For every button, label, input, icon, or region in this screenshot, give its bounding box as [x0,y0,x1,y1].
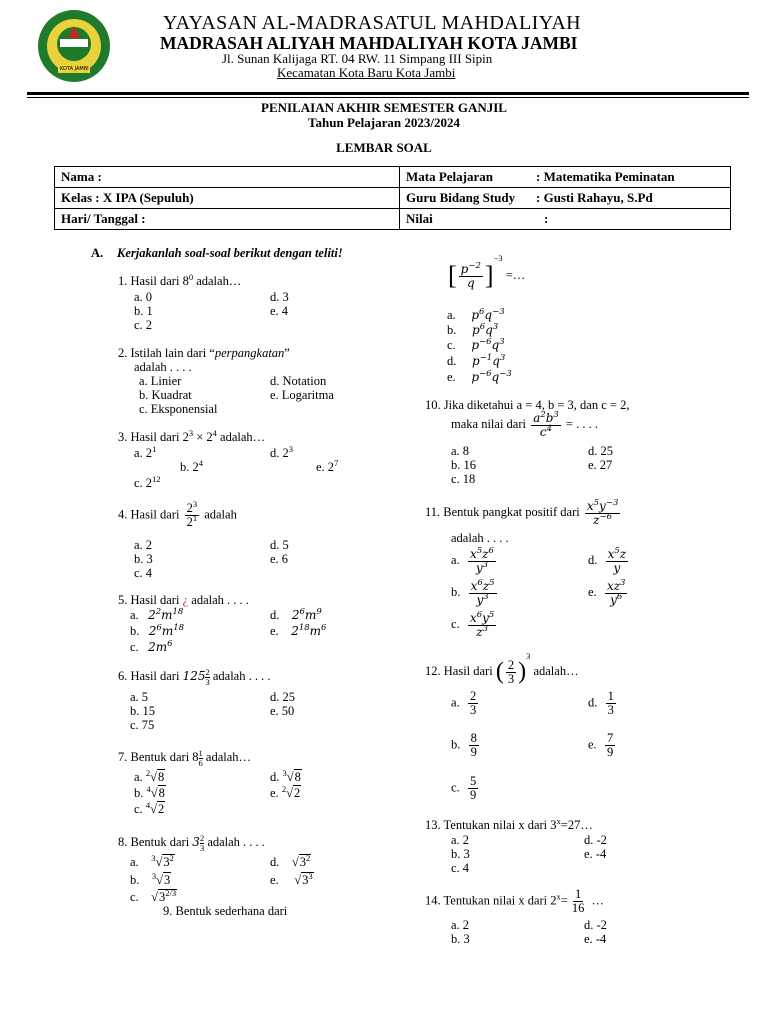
question-11: 11. Bentuk pangkat positif dari $\frac{x^5y^{-3}}{z^{-6}}$ [425,498,619,527]
question-8: 8. Bentuk dari 3 $\frac{2}{3}$ adalah . . . . [118,833,265,853]
score-value: : [544,211,549,226]
question-14: 14. Tentukan nilai x dari $2^x=$ $\frac{1}{16}$ … [425,887,604,916]
q4-option-c: c. 4 [134,566,153,580]
question-7: 7. Bentuk dari 8 $\frac{1}{6}$ adalah… [118,748,252,768]
q10-option-d: d. 25 [588,444,613,458]
question-6: 6. Hasil dari 125 $\frac{2}{3}$ adalah . . . . [118,667,271,687]
q9-option-c: c. $p^{-6}q^3$ [447,337,505,352]
subject-value: : Matematika Peminatan [536,169,675,184]
q13-option-a: a. 2 [451,833,470,847]
q7-option-b: b. $^4$√8 [134,783,165,800]
q9-option-d: d. $p^{-1}q^3$ [447,353,506,368]
q7-option-a: a. $^2$√8 [134,767,165,784]
header-divider [27,92,749,95]
question-5: 5. Hasil dari ¿ adalah . . . . [118,593,249,607]
teacher-label: Guru Bidang Study [406,190,516,205]
q10-option-a: a. 8 [451,444,470,458]
q14-option-e: e. -4 [584,932,607,946]
q7-option-d: d. $^3$√8 [270,767,301,784]
class-cell: Kelas : X IPA (Sepuluh) [55,188,400,209]
q12-option-e: e. $\frac{7}{9}$ [588,731,614,760]
q2-line2: adalah . . . . [134,360,192,374]
q12-option-b: b. $\frac{8}{9}$ [451,731,477,760]
q2-option-a: a. Linier [139,374,182,388]
q1-option-c: c. 2 [134,318,153,332]
q8-option-e: e. $√3^3$ [270,870,313,887]
q11-option-a: a. $\frac{x^5z^6}{y^3}$ [451,546,494,575]
teacher-cell [400,188,731,209]
student-info-table [54,166,731,230]
q8-option-a: a. $^3√3^2$ [130,852,174,869]
q12-option-d: d. $\frac{1}{3}$ [588,689,614,718]
question-9: 9. Bentuk sederhana dari [163,904,288,918]
q10-option-e: e. 27 [588,458,613,472]
q2-option-d: d. Notation [270,374,327,388]
q13-option-e: e. -4 [584,847,607,861]
q14-option-b: b. 3 [451,932,470,946]
q11-option-d: d. $\frac{x^5z}{y}$ [588,546,627,575]
question-10: 10. Jika diketahui a = 4, b = 3, dan c = 2, [425,398,630,412]
q10-option-b: b. 16 [451,458,476,472]
q6-option-a: a. 5 [130,690,149,704]
teacher-value: : Gusti Rahayu, S.Pd [536,190,653,205]
score-label: Nilai [406,211,433,226]
header-divider-thin [27,97,749,98]
q5-option-a: a. $2^2m^{18}$ [130,607,184,622]
q13-option-d: d. -2 [584,833,607,847]
q3-option-d: d. $2^3$ [270,443,293,460]
question-2: 2. Istilah lain dari “perpangkatan” [118,346,290,360]
q2-option-b: b. Kuadrat [139,388,192,402]
q6-option-c: c. 75 [130,718,155,732]
q2-option-c: c. Eksponensial [139,402,218,416]
q11-line2: adalah . . . . [451,531,509,545]
q3-option-b: b. $2^4$ [180,457,203,474]
q5-option-b: b. $2^6m^{18}$ [130,623,185,638]
date-cell: Hari/ Tanggal : [55,209,400,230]
q11-option-c: c. $\frac{x^6y^5}{z^3}$ [451,610,495,639]
q1-option-b: b. 1 [134,304,153,318]
q9-option-a: a. $p^6q^{-3}$ [447,307,505,322]
q11-option-b: b. $\frac{x^6z^5}{y^3}$ [451,578,495,607]
school-district: Kecamatan Kota Baru Kota Jambi [277,65,456,80]
score-cell [400,209,731,230]
question-3: 3. Hasil dari $2^3 \times 2^4$ adalah… [118,427,266,444]
q13-option-c: c. 4 [451,861,470,875]
q13-option-b: b. 3 [451,847,470,861]
subject-cell [400,167,731,188]
name-cell: Nama : [55,167,400,188]
exam-title: PENILAIAN AKHIR SEMESTER GANJIL [261,100,507,115]
q4-option-a: a. 2 [134,538,153,552]
foundation-name: YAYASAN AL-MADRASATUL MAHDALIYAH [163,12,582,34]
q9-option-b: b. $p^6q^3$ [447,322,499,337]
q9-expression: [ $\frac{p^{-2}}{q}$ ]$^{-3}$ =… [448,253,526,291]
q12-option-a: a. $\frac{2}{3}$ [451,689,477,718]
exam-year: Tahun Pelajaran 2023/2024 [308,115,460,130]
subject-label: Mata Pelajaran [406,169,494,184]
q14-option-d: d. -2 [584,918,607,932]
q7-option-c: c. $^4$√2 [134,799,165,816]
question-12: 12. Hasil dari ( $\frac{2}{3}$ )$^3$ adalah… [425,651,579,686]
question-1: 1. Hasil dari $8^0$ adalah… [118,271,242,288]
school-address: Jl. Sunan Kalijaga RT. 04 RW. 11 Simpang III Sipin [222,51,493,66]
sheet-title: LEMBAR SOAL [336,140,432,155]
q6-option-d: d. 25 [270,690,295,704]
q5-option-d: d. $2^6m^9$ [270,607,322,622]
q4-option-e: e. 6 [270,552,289,566]
q5-option-c: c. $2m^6$ [130,639,173,654]
q8-option-d: d. $√3^2$ [270,852,311,869]
q4-option-b: b. 3 [134,552,153,566]
q6-option-b: b. 15 [130,704,155,718]
section-label: A. [91,246,104,260]
school-logo [36,8,112,84]
q3-option-a: a. $2^1$ [134,443,157,460]
q4-option-d: d. 5 [270,538,289,552]
q7-option-e: e. $^2$√2 [270,783,301,800]
q6-option-e: e. 50 [270,704,295,718]
question-4: 4. Hasil dari $\frac{2^3}{2^1}$ adalah [118,498,237,530]
q8-option-b: b. $^3$√3 [130,870,171,887]
q10-option-c: c. 18 [451,472,476,486]
q12-option-c: c. $\frac{5}{9}$ [451,774,477,803]
q1-option-a: a. 0 [134,290,153,304]
q2-option-e: e. Logaritma [270,388,334,402]
q9-option-e: e. $p^{-6}q^{-3}$ [447,369,512,384]
q11-option-e: e. $\frac{xz^3}{y^6}$ [588,578,626,607]
q5-option-e: e. $2^{18}m^6$ [270,623,327,638]
q10-line2: maka nilai dari $\frac{a^2b^3}{c^4}$ = . . . . [451,410,598,439]
q14-option-a: a. 2 [451,918,470,932]
school-name: MADRASAH ALIYAH MAHDALIYAH KOTA JAMBI [160,33,578,53]
question-13: 13. Tentukan nilai x dari $3^x=27\dots$ [425,815,593,832]
section-instruction: Kerjakanlah soal-soal berikut dengan teliti! [117,246,343,260]
q8-option-c: c. $√3^{2/3}$ [130,887,177,904]
q3-option-c: c. $2^{12}$ [134,473,161,490]
logo-text: KOTA JAMBI [60,66,89,72]
q1-option-d: d. 3 [270,290,289,304]
q1-option-e: e. 4 [270,304,289,318]
q3-option-e: e. $2^7$ [316,457,339,474]
